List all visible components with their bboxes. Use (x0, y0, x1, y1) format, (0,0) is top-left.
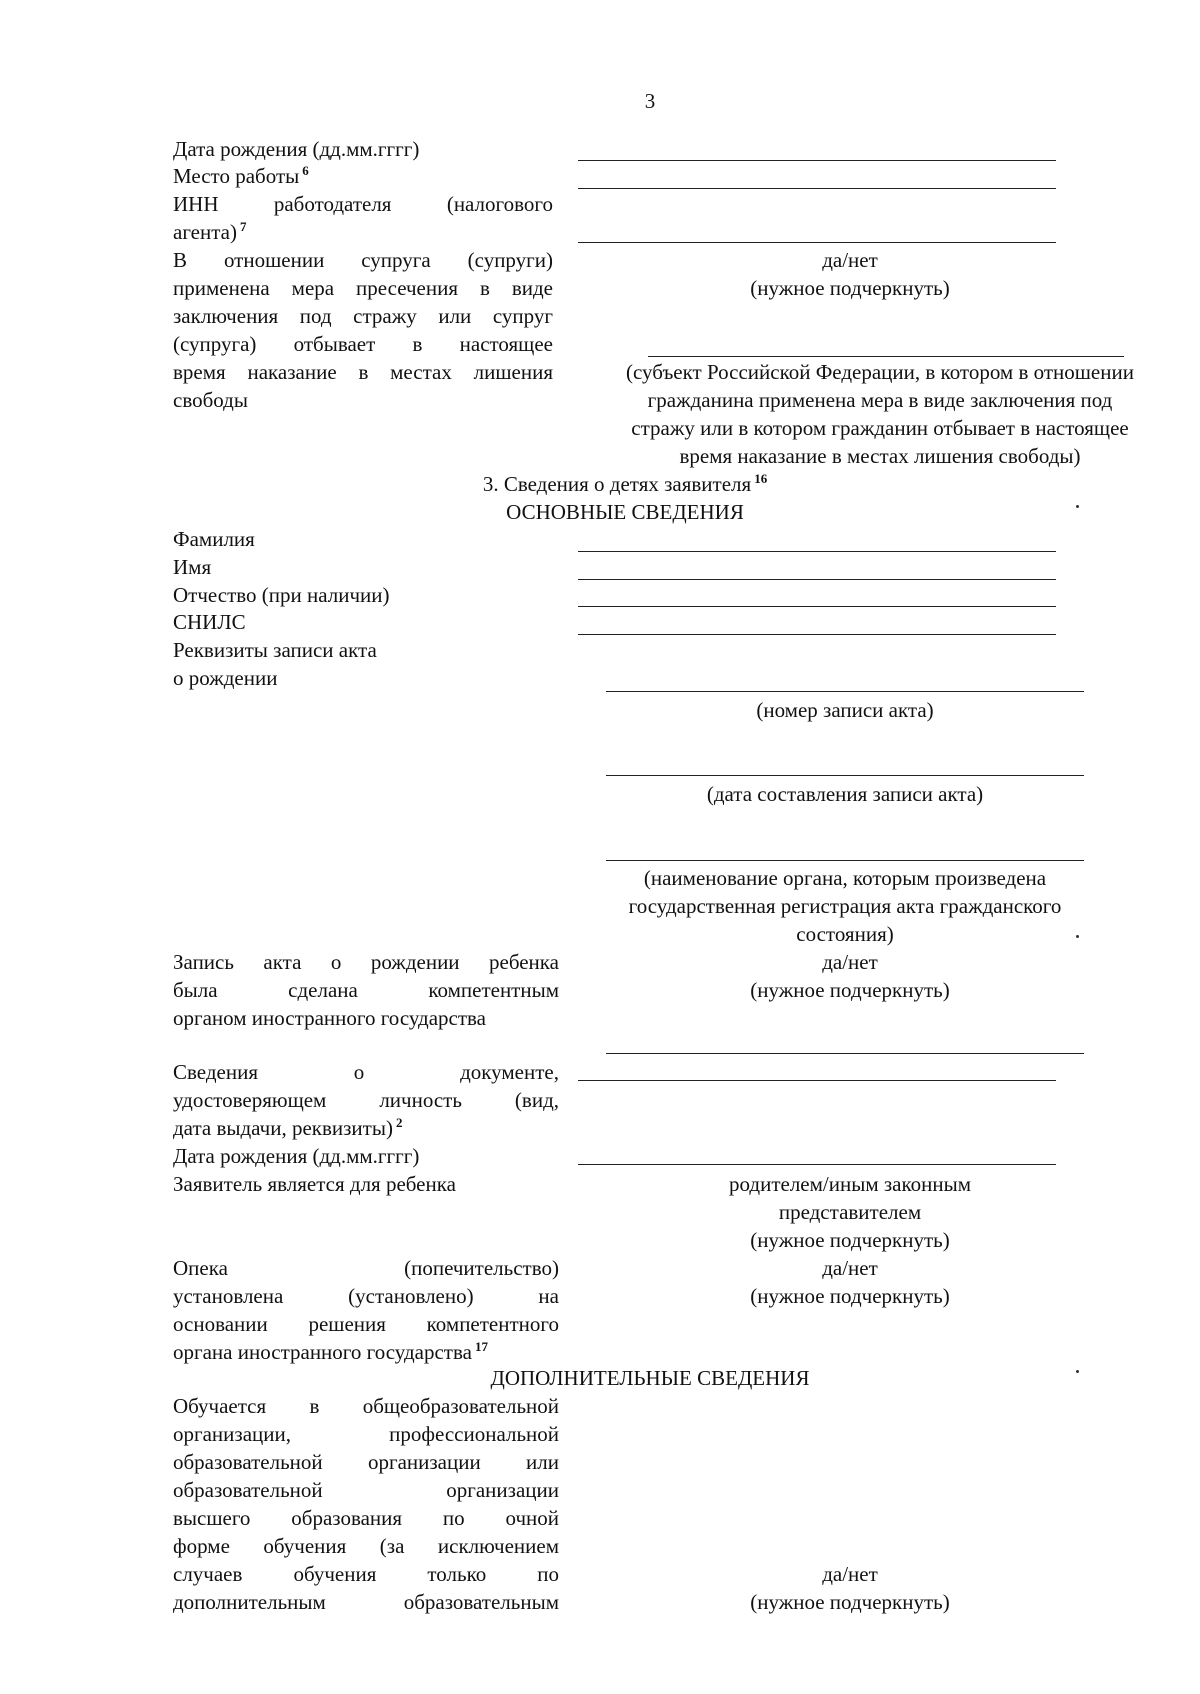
scan-dot (1076, 1370, 1079, 1373)
spouse-inn-label: ИНН работодателя (налогового агента) $^7$ (173, 192, 553, 244)
footnote-6: 6 (302, 163, 309, 178)
study-label: Обучается в общеобразовательной организации, профессиональной образовательной организации или образовательной организации высшего образования по очной форме обучения (за исключением случаев обучения только по дополнительным образовательным (173, 1394, 559, 1614)
authority-caption: (наименование органа, которым произведена государственная регистрация акта гражданского состояния) (628, 866, 1062, 946)
record-date-caption: (дата составления записи акта) (706, 782, 984, 806)
spouse-region-caption: (субъект Российской Федерации, в котором в отношении гражданина применена мера в виде заключения под стражу или в котором гражданин отбывает в настоящее время наказание в местах лишения свободы) (626, 360, 1134, 468)
spouse-inn-field[interactable] (578, 242, 1056, 243)
footnote-16: 16 (754, 471, 768, 486)
foreign-record-label: Запись акта о рождении ребенка была сделана компетентным органом иностранного государства (173, 950, 559, 1030)
child-name-field[interactable] (578, 579, 1056, 580)
spouse-region-field[interactable] (648, 356, 1124, 357)
children-section-title: 3. Сведения о детях заявителя $^{16}$ (482, 471, 768, 496)
study-hint: (нужное подчеркнуть) (750, 1590, 950, 1614)
child-patronymic-label: Отчество (при наличии) (173, 583, 390, 607)
child-patronymic-field[interactable] (578, 606, 1056, 607)
child-birth-date-field[interactable] (578, 1164, 1056, 1165)
spouse-workplace-label: Место работы $^6$ (173, 163, 309, 188)
spouse-custody-label: В отношении супруга (супруги) применена мера пресечения в виде заключения под стражу или супруг (супруга) отбывает в настоящее время наказание в местах лишения свободы (173, 248, 553, 412)
basic-info-heading: ОСНОВНЫЕ СВЕДЕНИЯ (506, 500, 744, 524)
page-number: 3 (644, 89, 656, 113)
applicant-is-answer[interactable]: родителем/иным законным представителем (нужное подчеркнуть) (729, 1172, 971, 1252)
child-surname-field[interactable] (578, 551, 1056, 552)
guardianship-answer[interactable]: да/нет (822, 1256, 878, 1280)
guardianship-hint: (нужное подчеркнуть) (750, 1284, 950, 1308)
foreign-record-answer[interactable]: да/нет (822, 950, 878, 974)
applicant-is-label: Заявитель является для ребенка (173, 1172, 456, 1196)
spouse-workplace-field[interactable] (578, 188, 1056, 189)
record-date-field[interactable] (606, 775, 1084, 776)
foreign-record-extra-field[interactable] (606, 1053, 1084, 1054)
authority-field[interactable] (606, 860, 1084, 861)
spouse-custody-hint: (нужное подчеркнуть) (750, 276, 950, 300)
record-number-field[interactable] (606, 691, 1084, 692)
foreign-record-hint: (нужное подчеркнуть) (750, 978, 950, 1002)
spouse-custody-answer[interactable]: да/нет (822, 248, 878, 272)
child-birth-date-label: Дата рождения (дд.мм.гггг) (173, 1144, 420, 1168)
spouse-birth-date-label: Дата рождения (дд.мм.гггг) (173, 137, 420, 161)
id-doc-label: Сведения о документе, удостоверяющем личность (вид, дата выдачи, реквизиты) $^2$ (173, 1060, 559, 1140)
footnote-17: 17 (474, 1339, 488, 1354)
record-number-caption: (номер записи акта) (756, 698, 934, 722)
child-surname-label: Фамилия (173, 527, 255, 551)
child-snils-label: СНИЛС (173, 610, 246, 634)
scan-dot (1076, 935, 1079, 938)
guardianship-label: Опека (попечительство) установлена (установлено) на основании решения компетентного органа иностранного государства $^{17}$ (173, 1256, 559, 1364)
birth-record-label: Реквизиты записи акта о рождении (173, 638, 377, 690)
footnote-2: 2 (395, 1115, 403, 1130)
id-doc-field[interactable] (578, 1080, 1056, 1081)
study-answer[interactable]: да/нет (822, 1562, 878, 1586)
child-name-label: Имя (173, 555, 212, 579)
footnote-7: 7 (239, 219, 247, 234)
extra-info-heading: ДОПОЛНИТЕЛЬНЫЕ СВЕДЕНИЯ (490, 1366, 810, 1390)
scan-dot (1076, 505, 1079, 508)
spouse-birth-date-field[interactable] (578, 160, 1056, 161)
child-snils-field[interactable] (578, 634, 1056, 635)
